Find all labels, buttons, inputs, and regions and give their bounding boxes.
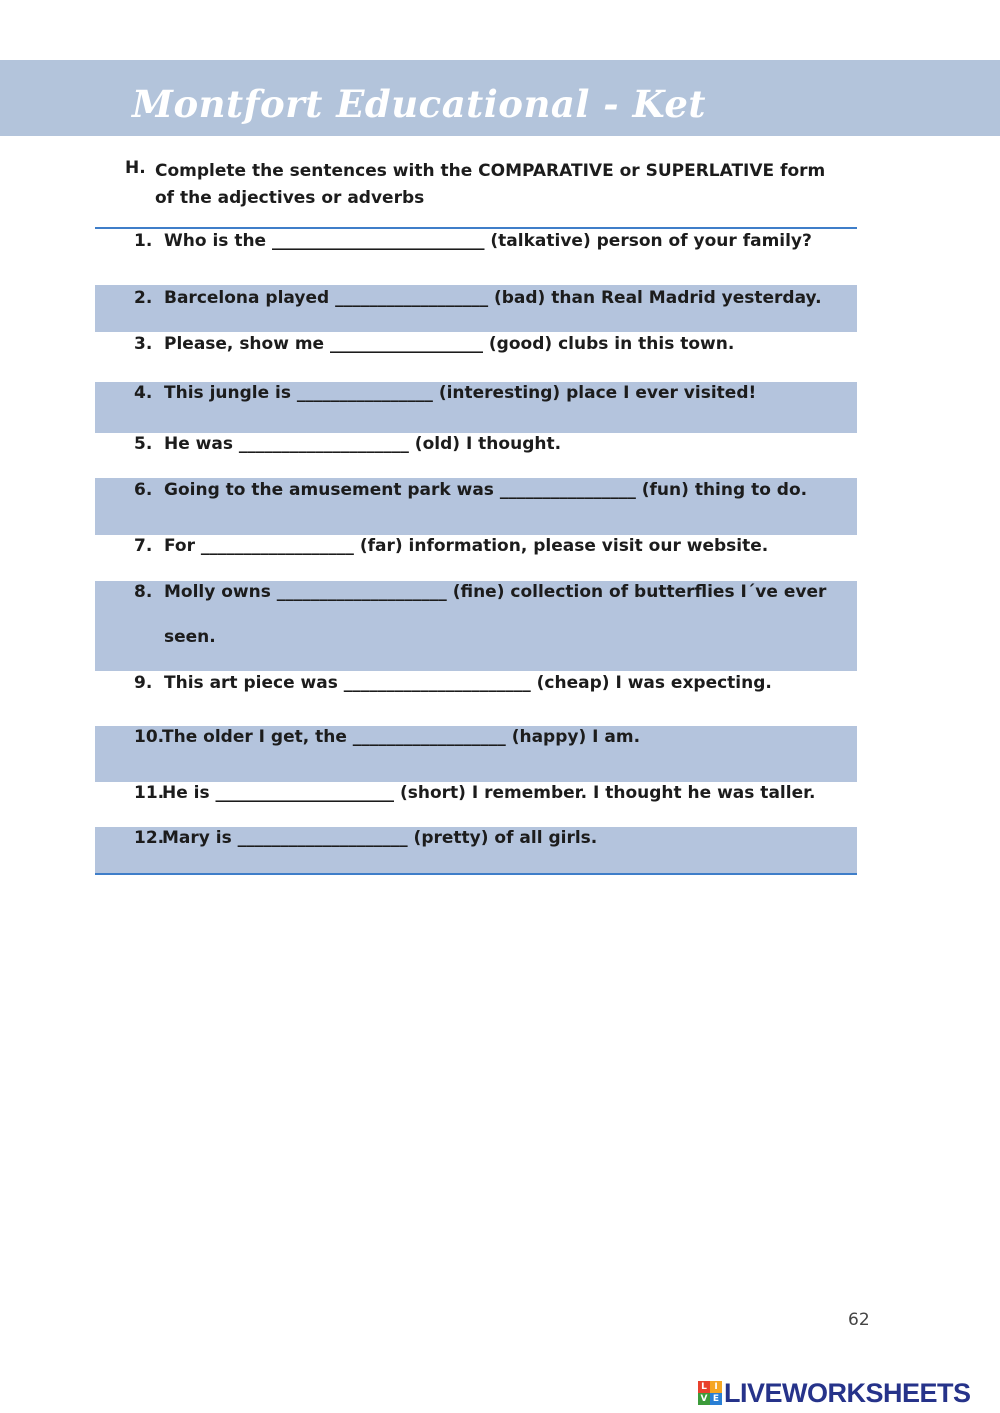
exercise-row-10	[95, 726, 857, 782]
logo-letter: V	[698, 1393, 710, 1405]
item-sentence: The older I get, the __________________ (happy) I am.	[162, 727, 641, 747]
exercise-row-3	[95, 332, 857, 382]
item-number: 4.	[134, 383, 153, 403]
item-sentence: Molly owns ____________________ (fine) collection of butterflies I´ve ever	[164, 582, 827, 602]
item-number: 8.	[134, 582, 153, 602]
brand-name: LIVEWORKSHEETS	[724, 1377, 971, 1408]
item-number: 7.	[134, 536, 153, 556]
exercise-row-11	[95, 782, 857, 827]
item-sentence: This art piece was ______________________ (cheap) I was expecting.	[164, 673, 772, 693]
logo-letter: L	[698, 1381, 710, 1393]
page-number: 62	[848, 1310, 870, 1330]
item-sentence: Going to the amusement park was ________________ (fun) thing to do.	[164, 480, 808, 500]
item-sentence: He was ____________________ (old) I thought.	[164, 434, 562, 454]
exercise-row-4	[95, 382, 857, 433]
item-number: 1.	[134, 231, 153, 251]
item-number: 2.	[134, 288, 153, 308]
logo-letter: I	[710, 1381, 722, 1393]
exercise-row-7	[95, 535, 857, 581]
item-sentence: Mary is ____________________ (pretty) of all girls.	[162, 828, 598, 848]
exercise-row-6	[95, 478, 857, 535]
item-sentence: Who is the _________________________ (talkative) person of your family?	[164, 231, 812, 251]
item-sentence: He is _____________________ (short) I remember. I thought he was taller.	[162, 783, 816, 803]
exercise-row-12	[95, 827, 857, 873]
item-number: 6.	[134, 480, 153, 500]
liveworksheets-brand	[698, 1376, 971, 1410]
exercise-row-1	[95, 229, 857, 285]
item-sentence: Barcelona played __________________ (bad) than Real Madrid yesterday.	[164, 288, 822, 308]
item-sentence: Please, show me __________________ (good) clubs in this town.	[164, 334, 735, 354]
item-number: 9.	[134, 673, 153, 693]
exercise-row-2	[95, 285, 857, 332]
table-bottom-border	[95, 873, 857, 875]
item-number: 10.	[134, 727, 165, 747]
exercise-row-9	[95, 671, 857, 726]
logo-letter: E	[710, 1393, 722, 1405]
item-sentence: For __________________ (far) information, please visit our website.	[164, 536, 769, 556]
item-number: 11.	[134, 783, 165, 803]
liveworksheets-logo-icon	[698, 1381, 722, 1405]
exercise-row-8	[95, 581, 857, 671]
item-number: 12.	[134, 828, 165, 848]
item-number: 3.	[134, 334, 153, 354]
worksheet-header-title: Montfort Educational - Ket	[132, 82, 707, 126]
instruction-letter: H.	[125, 158, 146, 178]
item-sentence: This jungle is ________________ (interesting) place I ever visited!	[164, 383, 757, 403]
item-sentence-continuation: seen.	[164, 627, 216, 647]
item-number: 5.	[134, 434, 153, 454]
instruction-text: Complete the sentences with the COMPARATIVE or SUPERLATIVE form of the adjectives or adverbs	[155, 161, 826, 208]
exercise-row-5	[95, 433, 857, 478]
